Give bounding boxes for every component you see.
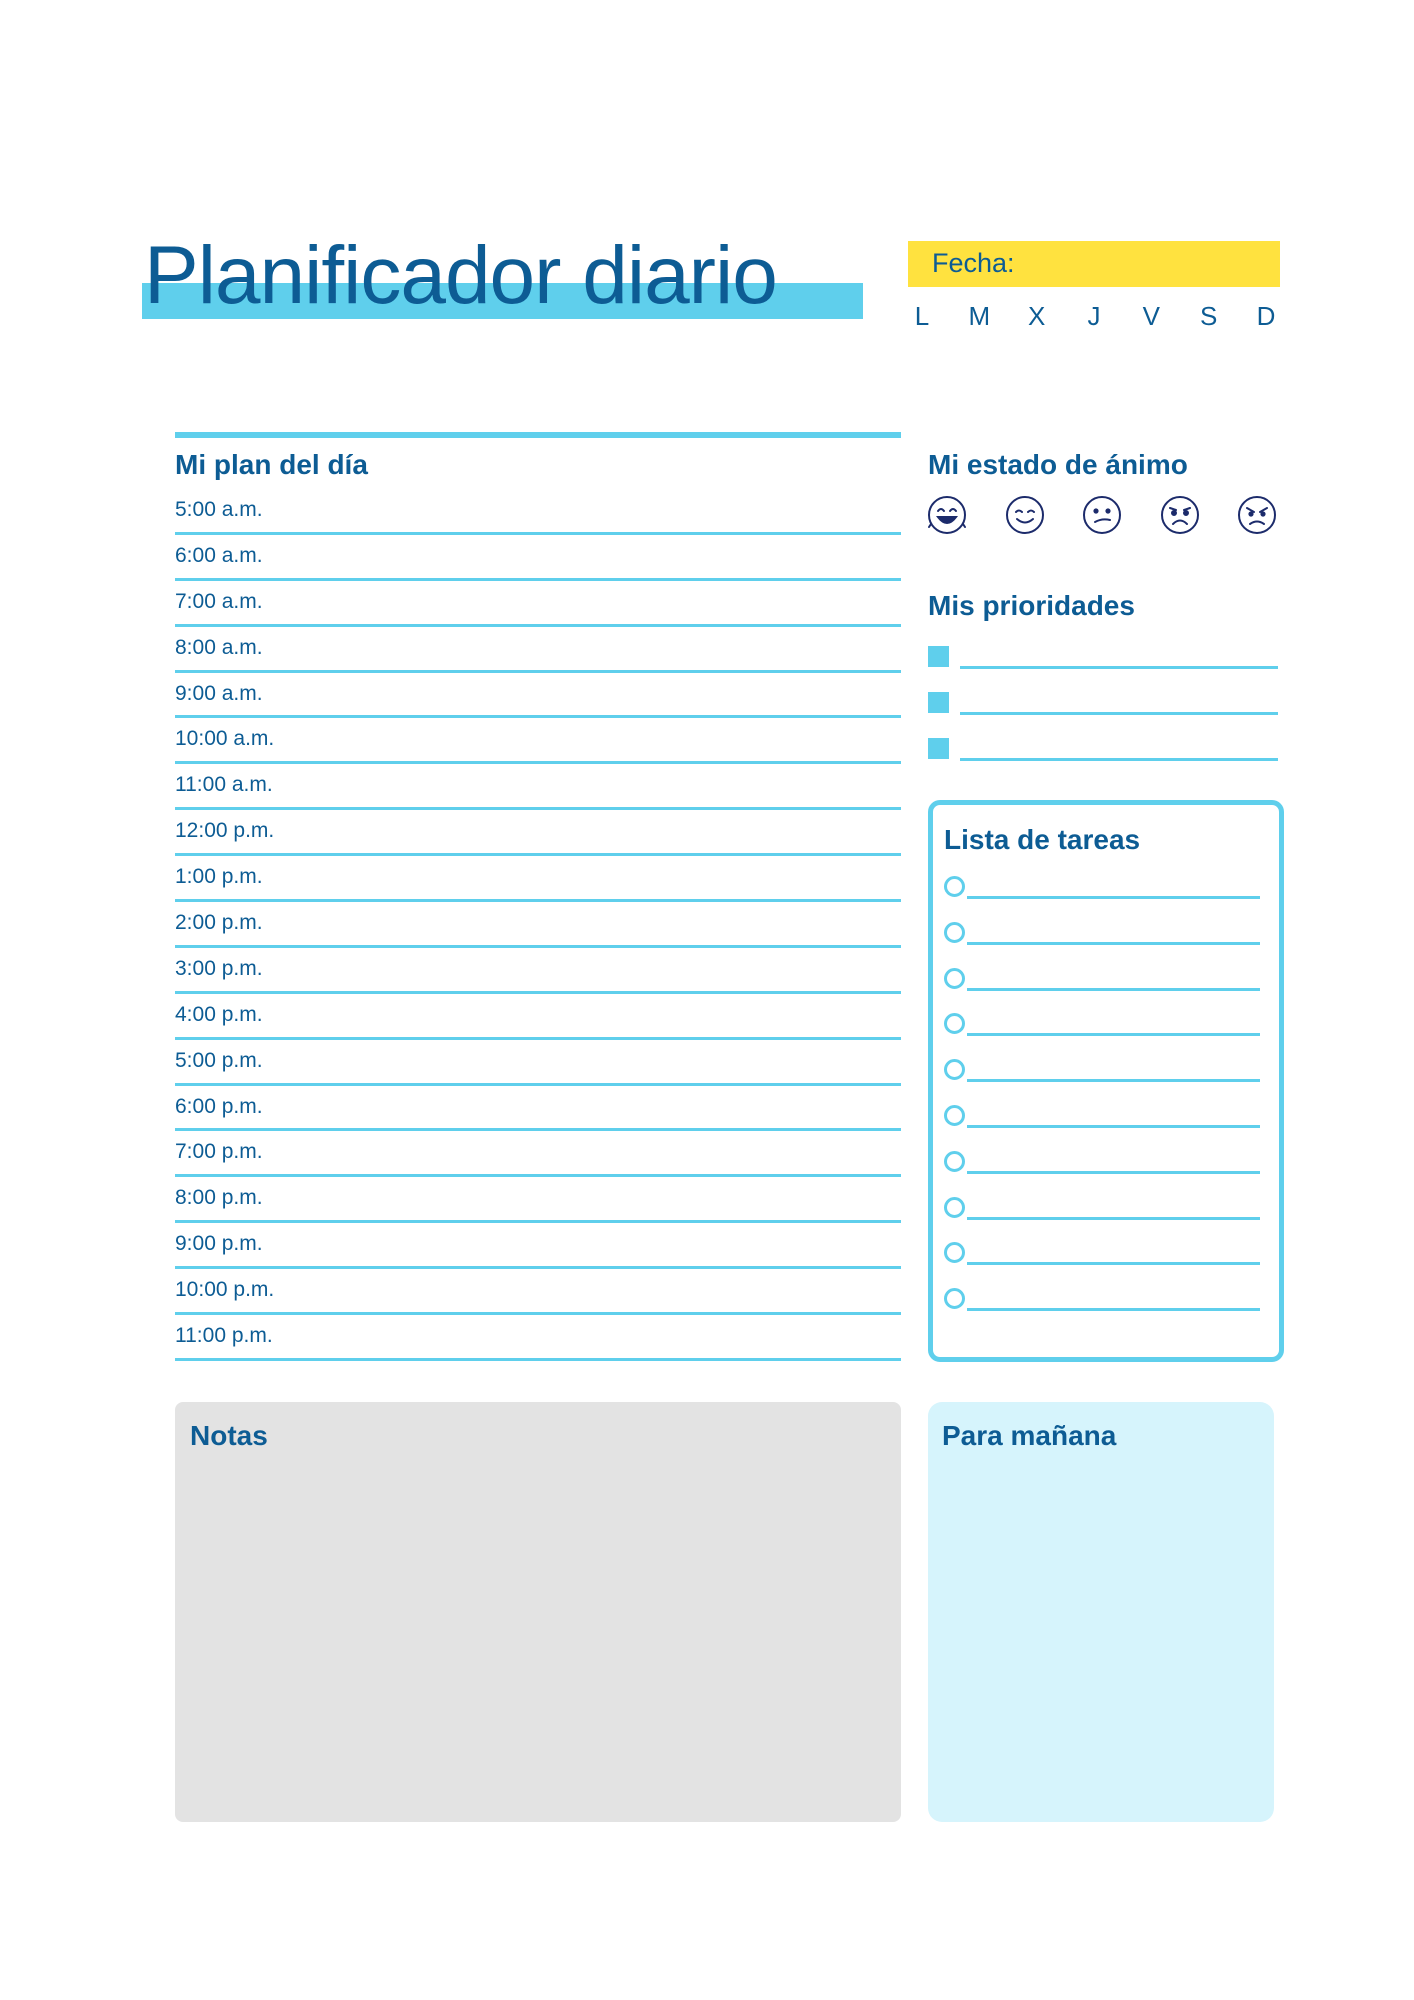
task-checkbox[interactable] [944,1197,965,1218]
task-item[interactable] [944,1278,1260,1324]
time-slot-row[interactable] [175,1086,901,1132]
task-item[interactable] [944,1095,1260,1141]
task-checkbox[interactable] [944,922,965,943]
task-line[interactable] [967,1033,1260,1036]
priority-bullet [928,646,949,667]
time-slot-row[interactable] [175,489,901,535]
time-slot-label: 9:00 a.m. [175,681,263,705]
time-slot-label: 5:00 p.m. [175,1048,263,1072]
task-checkbox[interactable] [944,1013,965,1034]
weekday-wednesday[interactable]: X [1027,301,1046,331]
priority-line[interactable] [960,758,1278,761]
time-slot-row[interactable] [175,764,901,810]
weekday-thursday[interactable]: J [1087,301,1101,331]
task-line[interactable] [967,988,1260,991]
sad-face-icon[interactable] [1159,494,1201,536]
time-slot-label: 7:00 p.m. [175,1140,263,1164]
task-line[interactable] [967,1125,1260,1128]
tasks-heading: Lista de tareas [944,824,1141,855]
time-slot-label: 8:00 a.m. [175,635,263,659]
time-slot-row[interactable] [175,1040,901,1086]
priority-bullet [928,738,949,759]
task-line[interactable] [967,942,1260,945]
weekday-tuesday[interactable]: M [968,301,991,331]
time-slot-row[interactable] [175,1177,901,1223]
task-checkbox[interactable] [944,1288,965,1309]
task-item[interactable] [944,1003,1260,1049]
task-item[interactable] [944,958,1260,1004]
time-slot-row[interactable] [175,581,901,627]
task-item[interactable] [944,1049,1260,1095]
tasks-list [944,866,1260,1324]
task-checkbox[interactable] [944,1242,965,1263]
page-title: Planificador diario [144,230,777,321]
notes-area[interactable] [175,1402,901,1822]
time-slot-row[interactable] [175,994,901,1040]
priority-item[interactable] [928,732,1278,778]
time-slot-row[interactable] [175,1269,901,1315]
time-slot-label: 1:00 p.m. [175,865,263,889]
task-checkbox[interactable] [944,968,965,989]
time-slot-row[interactable] [175,1223,901,1269]
time-slot-label: 12:00 p.m. [175,819,275,843]
task-checkbox[interactable] [944,876,965,897]
priority-item[interactable] [928,686,1278,732]
task-item[interactable] [944,912,1260,958]
task-checkbox[interactable] [944,1105,965,1126]
priorities-list [928,640,1278,778]
weekday-saturday[interactable]: S [1199,301,1218,331]
mood-selector [926,494,1278,536]
angry-face-icon[interactable] [1236,494,1278,536]
time-slot-label: 7:00 a.m. [175,589,263,613]
task-item[interactable] [944,1141,1260,1187]
weekday-friday[interactable]: V [1142,301,1160,331]
priority-line[interactable] [960,666,1278,669]
task-line[interactable] [967,1308,1260,1311]
task-line[interactable] [967,896,1260,899]
priority-line[interactable] [960,712,1278,715]
priorities-heading: Mis prioridades [928,590,1135,621]
task-checkbox[interactable] [944,1059,965,1080]
schedule-list [175,489,901,1361]
time-slot-row[interactable] [175,673,901,719]
time-slot-label: 11:00 a.m. [175,773,273,797]
priority-item[interactable] [928,640,1278,686]
time-slot-label: 5:00 a.m. [175,498,263,521]
time-slot-row[interactable] [175,627,901,673]
schedule-top-rule [175,432,901,438]
plan-heading: Mi plan del día [175,449,368,480]
tomorrow-area[interactable] [928,1402,1274,1822]
confused-face-icon[interactable] [1081,494,1123,536]
time-slot-label: 3:00 p.m. [175,956,263,980]
time-slot-label: 2:00 p.m. [175,911,263,935]
time-slot-label: 8:00 p.m. [175,1186,263,1210]
task-checkbox[interactable] [944,1151,965,1172]
task-item[interactable] [944,866,1260,912]
time-slot-label: 10:00 a.m. [175,727,275,751]
task-item[interactable] [944,1187,1260,1233]
task-line[interactable] [967,1217,1260,1220]
time-slot-row[interactable] [175,1131,901,1177]
time-slot-label: 6:00 p.m. [175,1094,263,1118]
notes-heading: Notas [190,1420,268,1451]
time-slot-label: 4:00 p.m. [175,1002,263,1026]
time-slot-label: 10:00 p.m. [175,1278,275,1302]
task-line[interactable] [967,1262,1260,1265]
weekday-monday[interactable]: L [914,301,930,331]
time-slot-row[interactable] [175,810,901,856]
smiling-face-icon[interactable] [1004,494,1046,536]
date-label: Fecha: [932,248,1015,278]
time-slot-label: 6:00 a.m. [175,543,263,567]
time-slot-row[interactable] [175,535,901,581]
task-line[interactable] [967,1079,1260,1082]
weekday-selector [905,298,1283,334]
priority-bullet [928,692,949,713]
tomorrow-heading: Para mañana [942,1420,1117,1451]
laughing-face-icon[interactable] [926,494,968,536]
time-slot-label: 9:00 p.m. [175,1232,263,1256]
weekday-sunday[interactable]: D [1256,301,1276,331]
task-item[interactable] [944,1232,1260,1278]
task-line[interactable] [967,1171,1260,1174]
time-slot-row[interactable] [175,856,901,902]
time-slot-row[interactable] [175,718,901,764]
mood-heading: Mi estado de ánimo [928,449,1188,480]
time-slot-label: 11:00 p.m. [175,1324,273,1348]
time-slot-row[interactable] [175,1315,901,1361]
time-slot-row[interactable] [175,902,901,948]
time-slot-row[interactable] [175,948,901,994]
